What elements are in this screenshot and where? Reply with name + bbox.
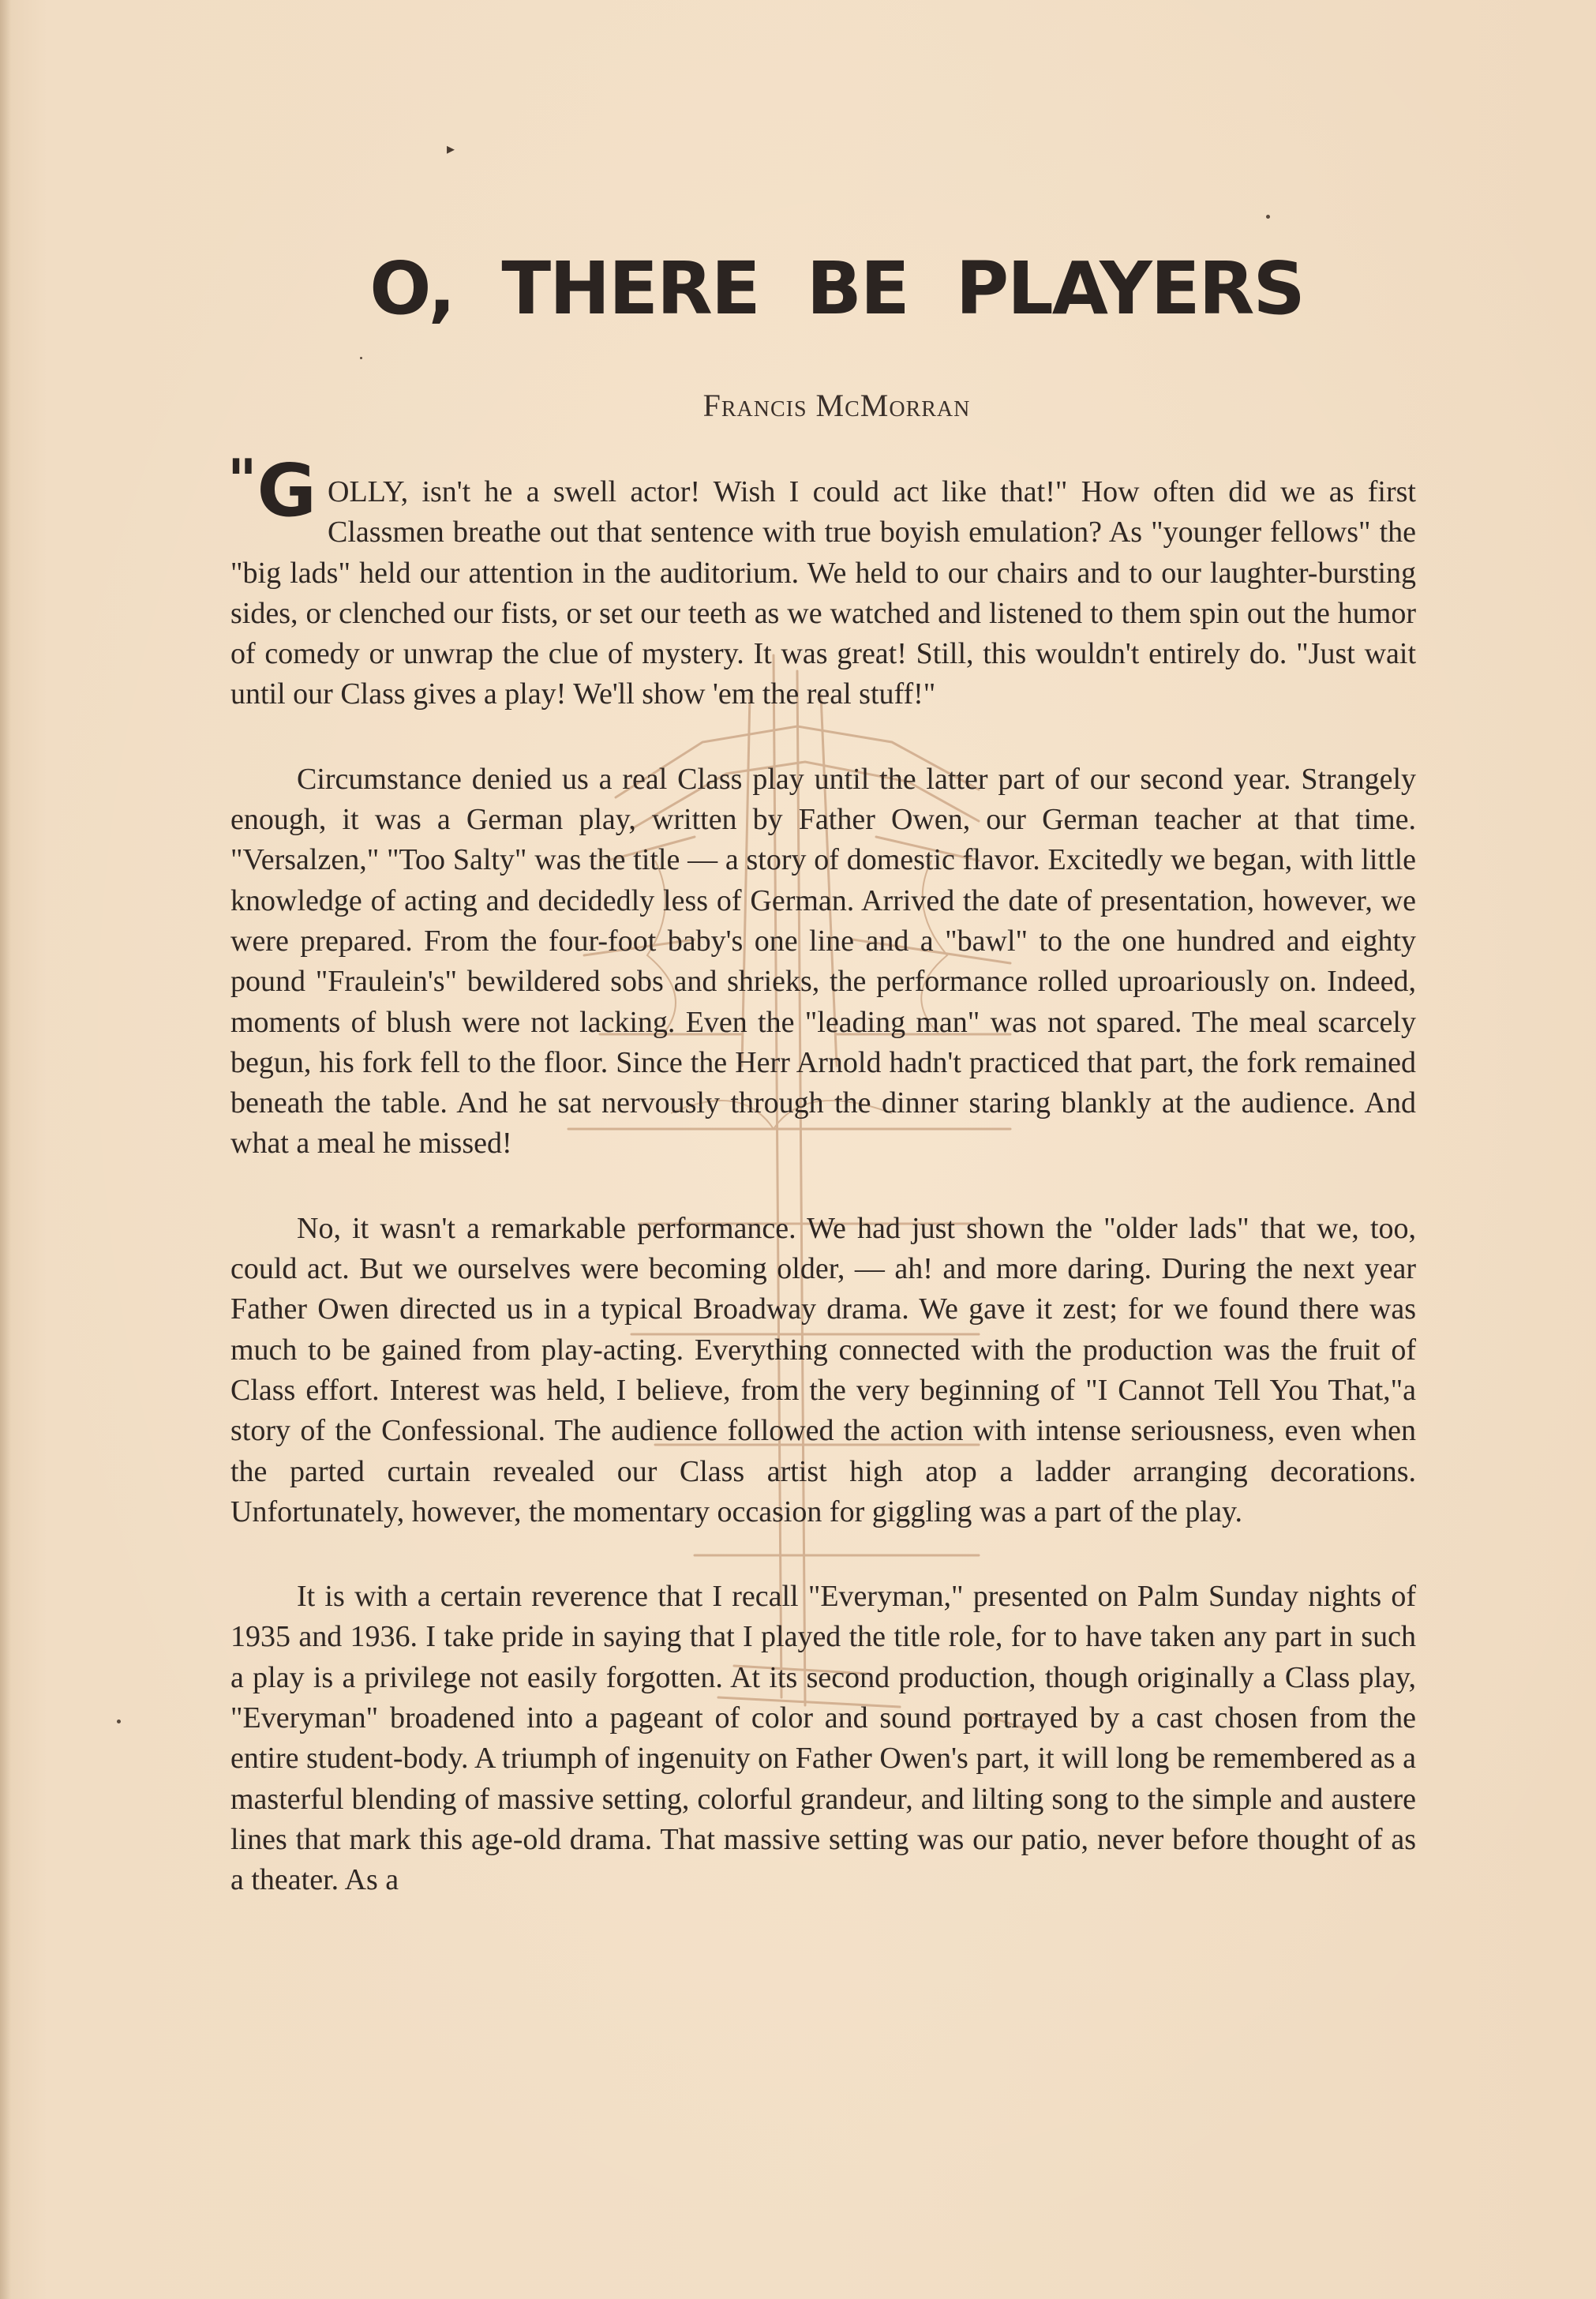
paragraph: No, it wasn't a remarkable performance. We had just shown the "older lads" that we, too, could act. But we ourselves were becoming older, — ah! and more daring. During the next year Father Owen directed us in a typical Broadway drama. We gave it zest; for we found there was much to be gained from play-acting. Everything connected with the production was the fruit of Class effort. Interest was held, I believe, from the very beginning of "I Cannot Tell You That,"a story of the Confessional. The audience followed the action with intense seriousness, even when the parted curtain revealed our Class artist high atop a ladder arranging decorations. Unfortunately, however, the momentary occasion for giggling was a part of the play. xyxy=(230,1211,1416,1528)
drop-cap-letter: G xyxy=(257,448,317,533)
paragraph: It is with a certain reverence that I recall "Everyman," presented on Palm Sunday nights of 1935 and 1936. I take pride in saying that I played the title role, for to have taken any part in such a play is a privilege not easily forgotten. At its second production, though originally a Class play, "Everyman" broadened into a pageant of color and sound portrayed by a cast chosen from the entire student-body. A triumph of ingenuity on Father Owen's part, it will long be remembered as a masterful blending of massive setting, colorful grandeur, and lilting song to the simple and austere lines that mark this age-old drama. That massive setting was our patio, never before thought of as a theater. As a xyxy=(230,1580,1416,1897)
small-arrow-mark-icon: ▸ xyxy=(447,139,455,158)
article-author: Francis McMorran xyxy=(702,388,971,423)
drop-cap xyxy=(227,447,317,533)
binding-edge xyxy=(0,0,11,2299)
paper-speck xyxy=(360,357,362,359)
drop-cap-quote: " xyxy=(227,447,257,513)
paragraph: Circumstance denied us a real Class play until the latter part of our second year. Strangely enough, it was a German play, written by Father Owen, our German teacher at that time. "Versalzen," "Too Salty" was the title — a story of domestic flavor. Excitedly we began, with little knowledge of acting and decidedly less of German. Arrived the date of presentation, however, we were prepared. From the four-foot baby's one line and a "bawl" to the one hundred and eighty pound "Fraulein's" bewildered sobs and shrieks, the performance rolled uproariously on. Indeed, moments of blush were not lacking. Even the "leading man" was not spared. The meal scarcely begun, his fork fell to the floor. Since the Herr Arnold hadn't practiced that part, the fork remained beneath the table. And he sat nervously through the dinner staring blankly at the audience. And what a meal he missed! xyxy=(230,762,1416,1161)
article-body xyxy=(227,447,1416,1945)
paper-speck xyxy=(117,1720,121,1723)
paper-speck xyxy=(1266,215,1270,219)
paragraph xyxy=(227,447,1416,715)
paragraph-text: OLLY, isn't he a swell actor! Wish I could act like that!" How often did we as first Classmen breathe out that sentence with true boyish emulation? As "younger fellows" the "big lads" held our attention in the auditorium. We held to our chairs and to our laughter-bursting sides, or clenched our fists, or set our teeth as we watched and listened to them spin out the humor of comedy or unwrap the clue of mystery. It was great! Still, this wouldn't entirely do. "Just wait until our Class gives a play! We'll show 'em the real stuff!" xyxy=(230,475,1416,711)
article-title: O, THERE BE PLAYERS xyxy=(369,246,1304,331)
